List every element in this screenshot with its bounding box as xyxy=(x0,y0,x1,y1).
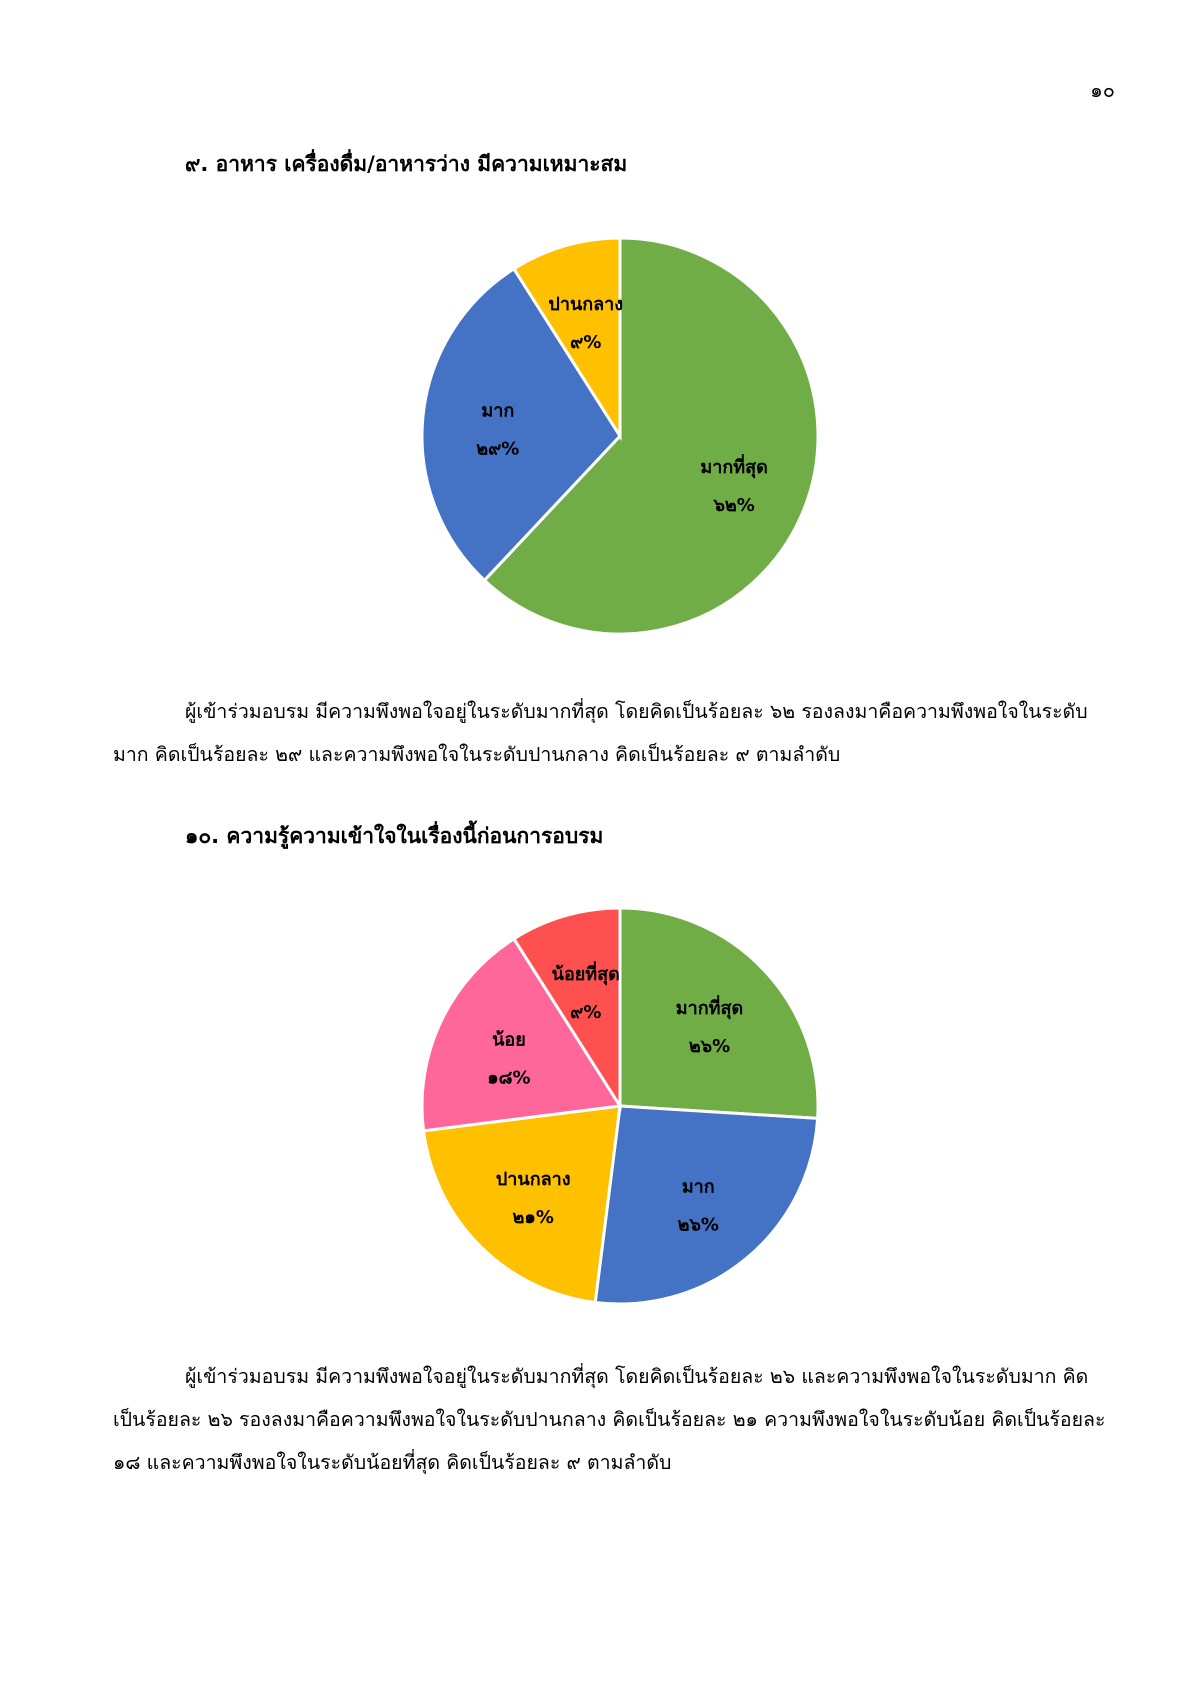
pie1-label-1: มาก xyxy=(681,1176,715,1198)
pie0-value-0: ๖๒% xyxy=(713,495,755,517)
pie0-value-1: ๒๙% xyxy=(476,438,520,460)
pie1-slice-1 xyxy=(595,1106,817,1304)
page-number: ๑๐ xyxy=(1090,78,1115,102)
pie1-value-3: ๑๘% xyxy=(487,1067,531,1089)
pie1-value-4: ๙% xyxy=(570,1002,602,1024)
pie0-value-2: ๙% xyxy=(570,332,602,354)
pie1-value-0: ๒๖% xyxy=(688,1035,731,1057)
section-10-paragraph xyxy=(113,1355,1109,1484)
pie0-label-0: มากที่สุด xyxy=(700,457,768,479)
section-9-paragraph-text: ผู้เข้าร่วมอบรม มีความพึงพอใจอยู่ในระดับมากที่สุด โดยคิดเป็นร้อยละ ๖๒ รองลงมาคือความพึงพอใจในระดับมาก คิดเป็นร้อยละ ๒๙ และความพึงพอใจในระดับปานกลาง คิดเป็นร้อยละ ๙ ตามลำดับ xyxy=(113,700,1088,766)
pie1-label-0: มากที่สุด xyxy=(675,997,744,1019)
pie1-label-4: น้อยที่สุด xyxy=(551,964,620,986)
section-10-heading: ๑๐. ความรู้ความเข้าใจในเรื่องนี้ก่อนการอบรม xyxy=(185,824,604,848)
pie-chart-food xyxy=(420,236,820,636)
section-10-paragraph-text: ผู้เข้าร่วมอบรม มีความพึงพอใจอยู่ในระดับมากที่สุด โดยคิดเป็นร้อยละ ๒๖ และความพึงพอใจในระดับมาก คิดเป็นร้อยละ ๒๖ รองลงมาคือความพึงพอใจในระดับปานกลาง คิดเป็นร้อยละ ๒๑ ความพึงพอใจในระดับน้อย คิดเป็นร้อยละ ๑๘ และความพึงพอใจในระดับน้อยที่สุด คิดเป็นร้อยละ ๙ ตามลำดับ xyxy=(113,1365,1106,1474)
pie1-value-2: ๒๑% xyxy=(512,1206,554,1228)
section-9-paragraph xyxy=(113,690,1109,776)
pie1-label-2: ปานกลาง xyxy=(495,1168,571,1190)
section-9-heading: ๙. อาหาร เครื่องดื่ม/อาหารว่าง มีความเหมาะสม xyxy=(185,152,628,176)
pie0-label-2: ปานกลาง xyxy=(548,294,624,316)
pie0-label-1: มาก xyxy=(481,400,515,422)
pie1-slice-2 xyxy=(424,1106,620,1302)
pie-chart-prior-knowledge xyxy=(420,906,820,1306)
pie1-label-3: น้อย xyxy=(492,1029,526,1051)
pie1-value-1: ๒๖% xyxy=(677,1214,719,1236)
